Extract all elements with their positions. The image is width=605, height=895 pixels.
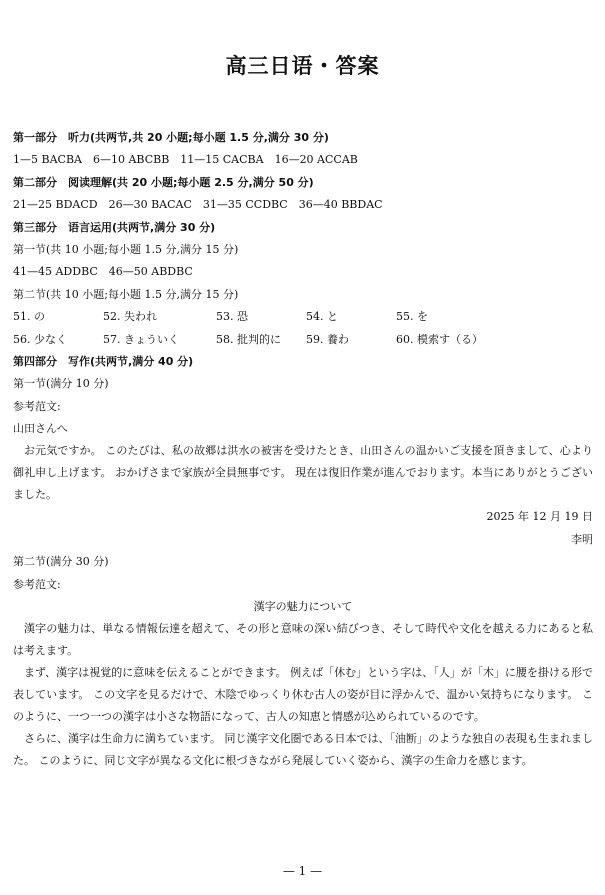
part4-heading: 第四部分 写作(共两节,满分 40 分)	[13, 354, 194, 368]
answer-row-51-55	[13, 306, 593, 328]
part2-heading: 第二部分 阅读理解(共 20 小题;每小题 2.5 分,满分 50 分)	[13, 175, 314, 189]
essay-paragraph-2: まず、漢字は視覚的に意味を伝えることができます。 例えば「休む」という字は、「人」が「木」に腰を掛ける形で表しています。 この文字を見るだけで、木陰でゆっくり休む古人の姿が目に浮かんで、温かい気持ちになります。 このように、一つ一つの漢字は小さな物語になって、古人の知恵と情感が込められているのです。	[13, 666, 593, 724]
letter-signature: 李明	[571, 532, 593, 546]
part1-heading: 第一部分 听力(共两节,共 20 小题;每小题 1.5 分,满分 30 分)	[13, 131, 329, 144]
part4-section1-heading: 第一节(满分 10 分)	[13, 377, 109, 391]
answer-57: 57. きょういく	[103, 332, 179, 346]
answer-51: 51. の	[13, 310, 45, 324]
letter-body: お元気ですか。 このたびは、私の故郷は洪水の被害を受けたとき、山田さんの温かいご支援を頂きまして、心より御礼申し上げます。 おかげさまで家族が全員無事です。 現在は復旧作業が進んでおります。本当にありがとうございました。	[13, 444, 593, 502]
essay-paragraph-3: さらに、漢字は生命力に満ちています。 同じ漢字文化圏である日本では、「油断」のような独自の表現も生まれました。 このように、同じ文字が異なる文化に根づきながら発展していく姿から、漢字の生命力を感じます。	[13, 732, 594, 768]
answer-55: 55. を	[396, 310, 428, 324]
answer-content	[13, 127, 593, 772]
answer-54: 54. と	[306, 310, 338, 324]
part3-section2-heading: 第二节(共 10 小题;每小题 1.5 分,满分 15 分)	[13, 287, 239, 301]
letter-date: 2025 年 12 月 19 日	[486, 510, 593, 524]
answer-52: 52. 失われ	[103, 310, 157, 324]
page-number: — 1 —	[282, 864, 323, 878]
part3-section1-heading: 第一节(共 10 小题;每小题 1.5 分,满分 15 分)	[13, 242, 239, 256]
answer-58: 58. 批判的に	[216, 332, 281, 346]
answer-59: 59. 養わ	[306, 332, 349, 346]
answer-row-56-60	[13, 329, 593, 351]
answer-60: 60. 模索す（る）	[396, 332, 483, 346]
essay-title: 漢字の魅力について	[253, 600, 353, 614]
essay-paragraph-1: 漢字の魅力は、単なる情報伝達を超えて、その形と意味の深い結びつき、そして時代や文化を越える力にあると私は考えます。	[13, 622, 593, 658]
part4-section1-ref-label: 参考范文:	[13, 399, 61, 413]
letter-salutation: 山田さんへ	[13, 422, 68, 436]
part4-section2-ref-label: 参考范文:	[13, 577, 61, 591]
answer-56: 56. 少なく	[13, 332, 67, 346]
part1-answers: 1—5 BACBA 6—10 ABCBB 11—15 CACBA 16—20 ACCAB	[13, 153, 358, 167]
page-title: 高三日语・答案	[225, 54, 380, 78]
part3-heading: 第三部分 语言运用(共两节,满分 30 分)	[13, 220, 216, 234]
part2-answers: 21—25 BDACD 26—30 BACAC 31—35 CCDBC 36—40 BBDAC	[13, 198, 383, 212]
part4-section2-heading: 第二节(满分 30 分)	[13, 555, 109, 569]
part3-section1-answers: 41—45 ADDBC 46—50 ABDBC	[13, 265, 193, 279]
answer-53: 53. 恐	[216, 310, 248, 324]
